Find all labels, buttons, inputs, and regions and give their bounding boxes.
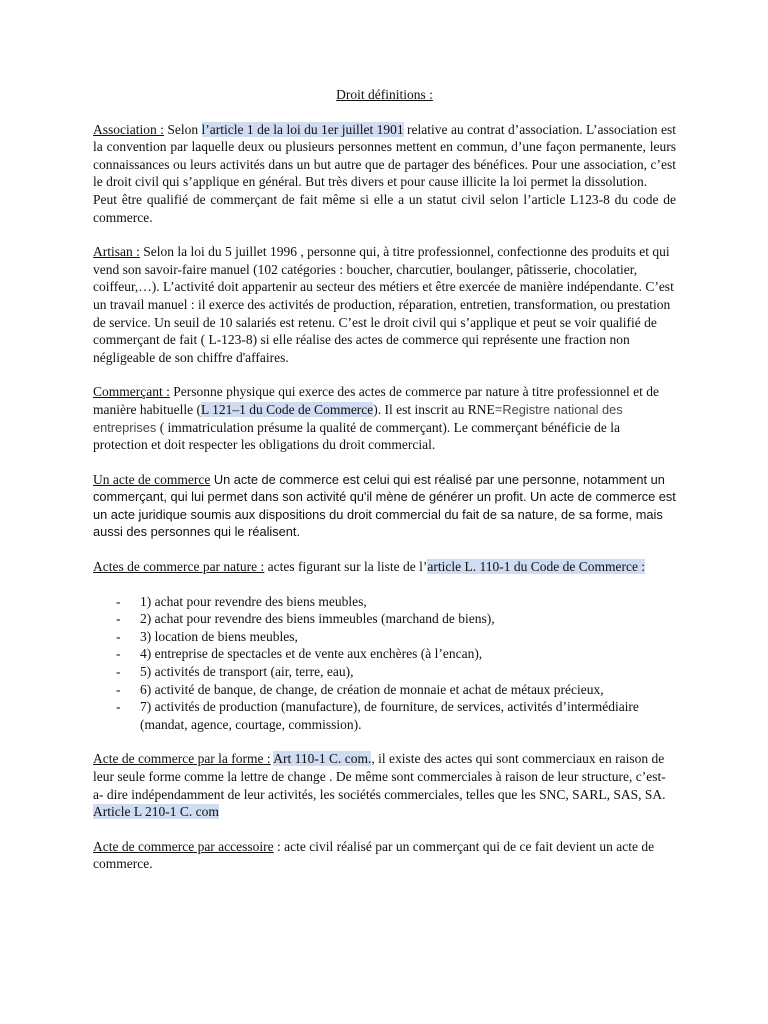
list-item-text: 2) achat pour revendre des biens immeubles (marchand de biens),: [140, 611, 495, 627]
commercant-paragraph: [93, 383, 676, 453]
rne-label: Registre national des entreprises: [93, 401, 623, 435]
list-item-text: 6) activité de banque, de change, de création de monnaie et achat de métaux précieux,: [140, 681, 604, 697]
forme-code-reference-2: Article L 210-1 C. com: [93, 804, 219, 820]
acte-term: Un acte de commerce: [93, 471, 211, 487]
list-item-text: 3) location de biens meubles,: [140, 628, 298, 644]
forme-code-reference-1: Art 110-1 C. com.: [273, 751, 372, 767]
forme-term: Acte de commerce par la forme :: [93, 751, 271, 767]
spacer: [93, 576, 676, 593]
list-bullet: -: [116, 699, 121, 715]
commercant-text-2: ). Il est inscrit au RNE=: [373, 401, 503, 417]
list-item: [93, 610, 676, 628]
association-note: Peut être qualifié de commerçant de fait même si elle a un statut civil selon l’article L123-8 du code de commerce.: [93, 191, 676, 225]
list-item-text: 4) entreprise de spectacles et de vente aux enchères (à l’encan),: [140, 646, 483, 662]
commercant-term: Commerçant :: [93, 384, 170, 400]
nature-text: actes figurant sur la liste de l’: [264, 559, 428, 575]
list-item: [93, 663, 676, 681]
commercant-text-3: ( immatriculation présume la qualité de commerçant). Le commerçant bénéficie de la protection et doit respecter les obligations du droit commercial.: [93, 419, 620, 453]
accessoire-paragraph: [93, 838, 676, 873]
artisan-text: Selon la loi du 5 juillet 1996 , personne qui, à titre professionnel, confectionne des produits et qui vend son savoir-faire manuel (102 catégories : boucher, charcutier, boulanger, pâtisserie, chocolatier, coiffeur,…). L’activité doit appartenir au secteur des métiers et être exercée de manière indépendante. C’est un travail manuel : il exerce des activités de production, réparation, entretien, transformation, ou prestation de service. Un seuil de 10 salariés est retenu. C’est le droit civil qui s’applique et peut se voir qualifié de commerçant de fait ( L-123-8) si elle réalise des actes de commerce qui représente une fraction non négligeable de son chiffre d'affaires.: [93, 244, 674, 365]
forme-text: , il existe des actes qui sont commerciaux en raison de leur seule forme comme la lettre de change . De même sont commerciales à raison de leur structure, c’est-a- dire indépendamment de leur activités, les sociétés commerciales, telles que les SNC, SARL, SAS, SA.: [93, 751, 666, 802]
list-item-text: 7) activités de production (manufacture), de fourniture, de services, activités d’intermédiaire (mandat, agence, courtage, commission).: [140, 699, 639, 732]
accessoire-term: Acte de commerce par accessoire: [93, 838, 274, 854]
list-item: [93, 681, 676, 699]
definition-artisan: [93, 243, 676, 366]
page-title: [93, 86, 676, 104]
list-item: [93, 645, 676, 663]
list-item-text: 1) achat pour revendre des biens meubles,: [140, 593, 367, 609]
acte-paragraph: [93, 471, 676, 541]
definition-acte-de-commerce: [93, 471, 676, 541]
list-bullet: -: [116, 646, 121, 662]
list-bullet: -: [116, 593, 121, 609]
acte-text: Un acte de commerce est celui qui est réalisé par une personne, notamment un commerçant, qui lui permet dans son activité qu'il mène de générer un profit. Un acte de commerce est un acte juridique soumis aux dispositions du droit commercial du fait de sa nature, de sa forme, mais aussi des personnes qui le réalisent.: [93, 471, 676, 540]
nature-term: Actes de commerce par nature :: [93, 559, 265, 575]
artisan-term: Artisan :: [93, 244, 140, 260]
commercant-text-1: Personne physique qui exerce des actes de commerce par nature à titre professionnel et de manière habituelle (: [93, 384, 660, 417]
list-bullet: -: [116, 681, 121, 697]
association-paragraph: [93, 121, 676, 191]
list-bullet: -: [116, 628, 121, 644]
association-text-1: Selon: [163, 121, 202, 137]
list-item-text: 5) activités de transport (air, terre, eau),: [140, 664, 354, 680]
artisan-paragraph: [93, 243, 676, 366]
list-item: [93, 698, 676, 733]
forme-paragraph: [93, 750, 676, 820]
list-item: [93, 628, 676, 646]
commercant-code-reference: L 121–1 du Code de Commerce: [200, 401, 374, 417]
list-bullet: -: [116, 611, 121, 627]
acts-list: [93, 593, 676, 734]
definition-actes-par-nature: [93, 558, 676, 733]
association-term: Association :: [93, 121, 164, 137]
definition-acte-par-accessoire: [93, 838, 676, 873]
accessoire-text: : acte civil réalisé par un commerçant qui de ce fait devient un acte de commerce.: [93, 838, 655, 872]
nature-code-reference: article L. 110-1 du Code de Commerce :: [427, 559, 646, 575]
definition-acte-par-la-forme: [93, 750, 676, 820]
nature-paragraph: [93, 558, 676, 576]
association-text-2: relative au contrat d’association. L’association est la convention par laquelle deux ou plusieurs personnes mettent en commun, d’une façon permanente, leurs connaissances ou leurs activités dans un but autre que de partager des bénéfices. Pour une association, c’est le droit civil qui s’applique en général. But très divers et pour cause illicite la loi permet la dissolution.: [93, 121, 676, 190]
definition-commercant: [93, 383, 676, 453]
title-text: Droit définitions :: [336, 87, 433, 102]
list-item: [93, 593, 676, 611]
definition-association: [93, 121, 676, 227]
list-bullet: -: [116, 664, 121, 680]
association-law-reference: l’article 1 de la loi du 1er juillet 1901: [201, 121, 404, 137]
